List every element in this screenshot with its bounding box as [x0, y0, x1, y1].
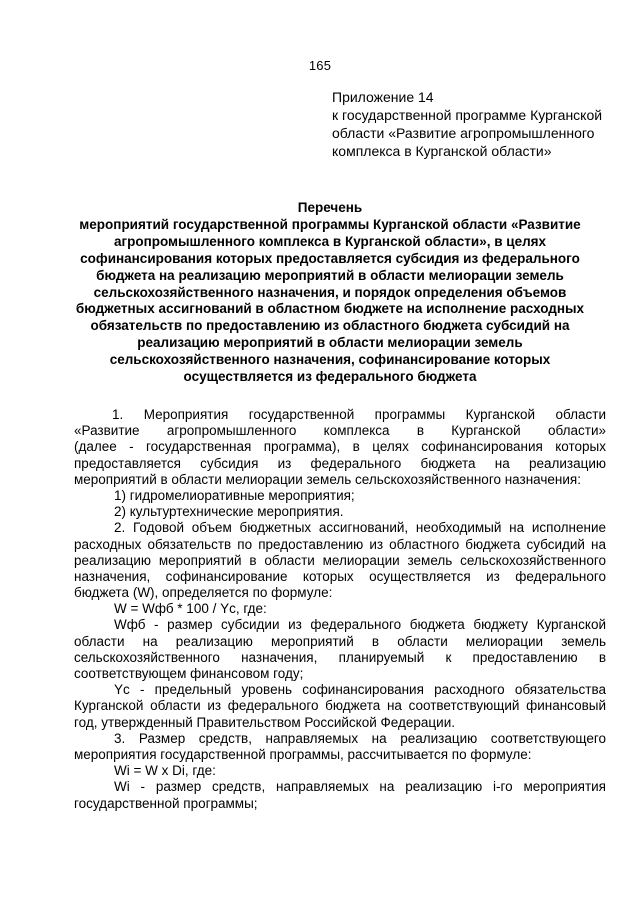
title-line: агропромышленного комплекса в Курганской области», в целях: [113, 233, 547, 249]
body-line: год, утвержденный Правительством Российской Федерации.: [74, 714, 455, 730]
appendix-line: к государственной программе Курганской: [332, 107, 603, 123]
title-line: мероприятий государственной программы Курганской области «Развитие: [79, 216, 581, 232]
appendix-line: Приложение 14: [332, 89, 434, 105]
title-line: сельскохозяйственного назначения, и порядок определения объемов: [93, 284, 567, 300]
body-line: 2. Годовой объем бюджетных ассигнований, необходимый на исполнение: [114, 520, 606, 536]
formula: Wi = W x Di, где:: [114, 763, 216, 779]
body-line: соответствующем финансовом году;: [74, 666, 304, 681]
appendix-line: области «Развитие агропромышленного: [332, 125, 595, 141]
title-line: осуществляется из федерального бюджета: [183, 369, 477, 385]
title-line: бюджетных ассигнований в областном бюджете на исполнение расходных: [75, 301, 585, 317]
body-line: 3. Размер средств, направляемых на реализацию соответствующего: [114, 730, 606, 746]
appendix-line: комплекса в Курганской области»: [332, 143, 552, 159]
body-line: области на реализацию мероприятий в области мелиорации земель: [74, 633, 606, 649]
body-line: бюджета (W), определяется по формуле:: [74, 585, 333, 601]
title-heading: Перечень: [297, 200, 363, 215]
body-line: Wi - размер средств, направляемых на реализацию i-го мероприятия: [114, 779, 606, 795]
title-line: обязательств по предоставлению из областного бюджета субсидий на: [90, 318, 570, 334]
body-line: сельскохозяйственного назначения, планируемый к предоставлению в: [74, 649, 606, 665]
body-line: назначения, софинансирование которых осуществляется из федерального: [74, 568, 606, 584]
list-item: 2) культуртехнические мероприятия.: [114, 504, 344, 520]
title-line: софинансирования которых предоставляется субсидия из федерального: [80, 250, 580, 266]
body-line: 1. Мероприятия государственной программы Курганской области: [112, 407, 606, 422]
body-line: государственной программы;: [74, 795, 258, 811]
appendix-block: [332, 88, 622, 160]
body-line: мероприятий в области мелиорации земель сельскохозяйственного назначения:: [74, 471, 581, 487]
body-line: «Развитие агропромышленного комплекса в Курганской области»: [74, 423, 606, 439]
title-line: бюджета на реализацию мероприятий в области мелиорации земель: [96, 267, 564, 283]
body-line: Курганской области из федерального бюджета на соответствующий финансовый: [74, 698, 606, 714]
body-line: расходных обязательств по предоставлению из областного бюджета субсидий на: [74, 536, 606, 552]
body-line: мероприятия государственной программы, рассчитывается по формуле:: [74, 746, 532, 762]
document-title: [60, 200, 600, 386]
body-line: предоставляется субсидия из федерального бюджета на реализацию: [74, 455, 606, 471]
body-line: реализацию мероприятий в области мелиорации земель сельскохозяйственного: [74, 552, 606, 568]
page-number: 165: [308, 58, 332, 73]
title-line: реализацию мероприятий в области мелиорации земель: [137, 335, 523, 351]
body-line: (далее - государственная программа), в целях софинансирования которых: [74, 439, 606, 455]
formula: W = Wфб * 100 / Yc, где:: [114, 601, 267, 617]
document-body: [74, 407, 606, 812]
body-line: Wфб - размер субсидии из федерального бюджета бюджету Курганской: [114, 617, 606, 633]
list-item: 1) гидромелиоративные мероприятия;: [114, 487, 355, 503]
body-line: Yc - предельный уровень софинансирования расходного обязательства: [114, 682, 606, 698]
title-line: сельскохозяйственного назначения, софинансирование которых: [109, 352, 551, 368]
